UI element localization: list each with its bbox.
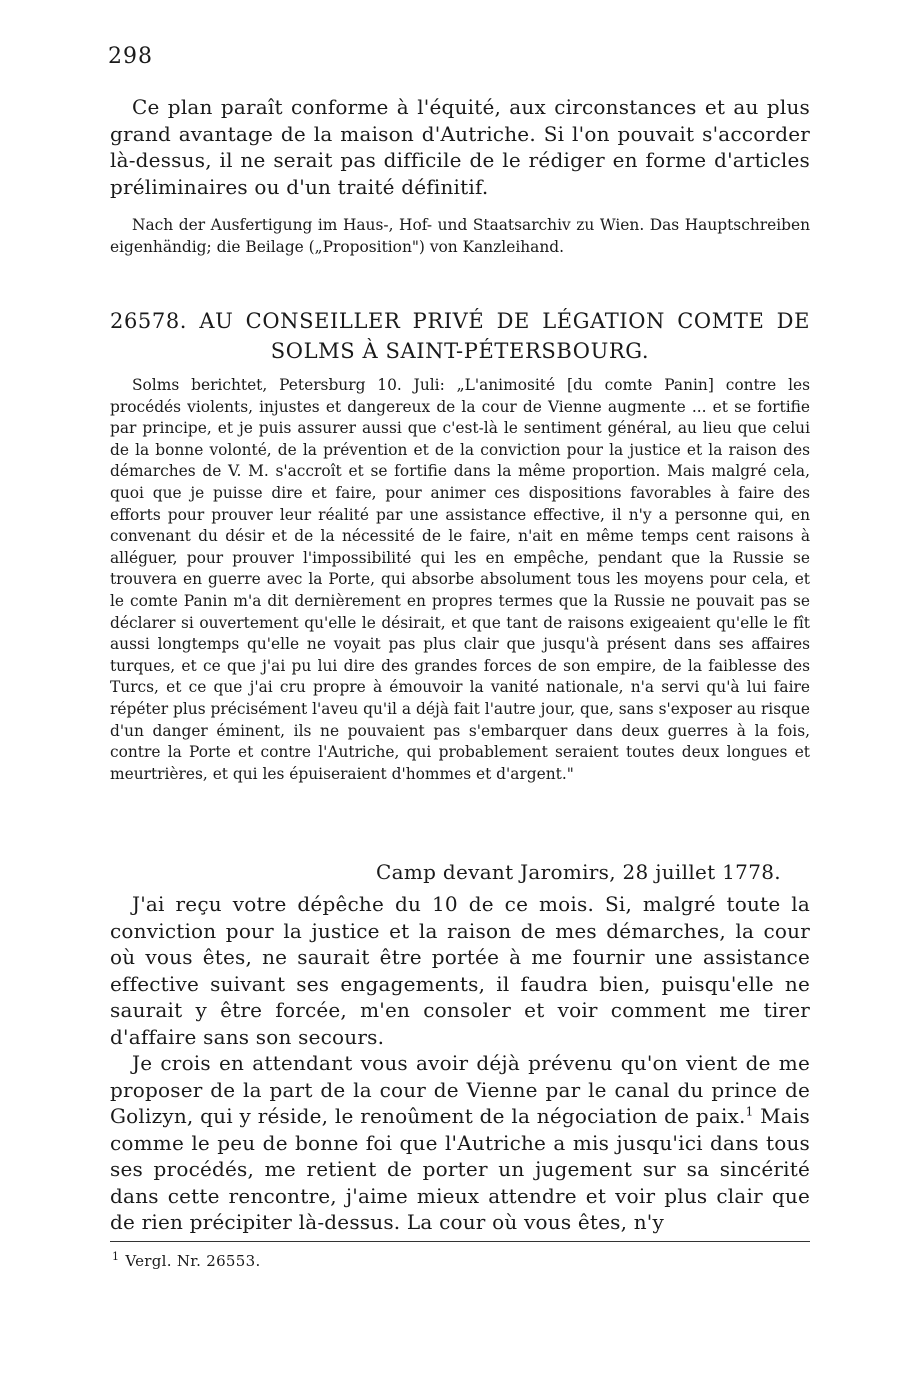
- letter-body: [110, 891, 810, 1236]
- archive-note-block: [110, 215, 810, 258]
- letter-title-line-1: 26578. AU CONSEILLER PRIVÉ DE LÉGATION COMTE DE: [110, 309, 810, 333]
- footnote-marker: 1: [112, 1250, 120, 1263]
- summary-block: [110, 375, 810, 785]
- opening-paragraph: Ce plan paraît conforme à l'équité, aux circonstances et au plus grand avantage de la maison d'Autriche. Si l'on pouvait s'accorder là-dessus, il ne serait pas difficile de le rédiger en forme d'articles préliminaires ou d'un traité définitif.: [110, 95, 810, 199]
- body-paragraph-2-part-2: Mais comme le peu de bonne foi que l'Autriche a mis jusqu'ici dans tous ses procédés, me retient de porter un jugement sur sa sincérité dans cette rencontre, j'aime mieux attendre et voir plus clair que de rien précipiter là-dessus. La cour où vous êtes, n'y: [110, 1104, 810, 1234]
- page-number: 298: [108, 44, 153, 69]
- footnote-reference: 1: [745, 1104, 754, 1119]
- letter-title-line-2: SOLMS À SAINT-PÉTERSBOURG.: [270, 339, 650, 363]
- letter-title: [110, 306, 810, 366]
- opening-paragraph-block: [110, 94, 810, 200]
- footnote-text: Vergl. Nr. 26553.: [125, 1252, 261, 1270]
- body-paragraph-2-part-1: Je crois en attendant vous avoir déjà prévenu qu'on vient de me proposer de la part de la cour de Vienne par le canal du prince de Golizyn, qui y réside, le renoûment de la négociation de paix.: [110, 1051, 810, 1128]
- footnote: [112, 1250, 261, 1270]
- dateline: Camp devant Jaromirs, 28 juillet 1778.: [376, 860, 781, 884]
- summary-paragraph: Solms berichtet, Petersburg 10. Juli: „L'animosité [du comte Panin] contre les procédés violents, injustes et dangereux de la cour de Vienne augmente ... et se fortifie par principe, et je puis assurer aussi que c'est-là le sentiment général, au lieu que celui de la bonne volonté, de la prévention et de la conviction pour la justice et la raison des démarches de V. M. s'accroît et se fortifie dans la même proportion. Mais malgré cela, quoi que je puisse dire et faire, pour animer ces dispositions favorables à faire des efforts pour prouver leur réalité par une assistance effective, il n'y a personne qui, en convenant du désir et de la nécessité de le faire, n'ait en même temps cent raisons à alléguer, pour prouver l'impossibilité qui les en empêche, pendant que la Russie se trouvera en guerre avec la Porte, qui absorbe absolument tous les moyens pour cela, et le comte Panin m'a dit dernièrement en propres termes que la Russie ne pouvait pas se déclarer si ouvertement qu'elle le désirait, et que tant de raisons exigeaient qu'elle le fît aussi longtemps qu'elle ne voyait pas plus clair que jusqu'à présent dans ses affaires turques, et ce que j'ai pu lui dire des grandes forces de son empire, de la faiblesse des Turcs, et ce que j'ai cru propre à émouvoir la vanité nationale, n'a servi qu'à lui faire répéter plus précisément l'aveu qu'il a déjà fait l'autre jour, que, sans s'exposer au risque d'un danger éminent, ils ne pouvaient pas s'embarquer dans deux guerres à la fois, contre la Porte et contre l'Autriche, qui probablement seraient toutes deux longues et meurtrières, et qui les épuiseraient d'hommes et d'argent.": [110, 376, 810, 783]
- archive-note: Nach der Ausfertigung im Haus-, Hof- und Staatsarchiv zu Wien. Das Hauptschreiben eigenhändig; die Beilage („Proposition") von Kanzleihand.: [110, 216, 810, 256]
- body-paragraph-1: J'ai reçu votre dépêche du 10 de ce mois. Si, malgré toute la conviction pour la justice et la raison de mes démarches, la cour où vous êtes, ne saurait être portée à me fournir une assistance effective suivant ses engagements, il faudra bien, puisqu'elle ne saurait y être forcée, m'en consoler et voir comment me tirer d'affaire sans son secours.: [110, 892, 810, 1049]
- footnote-divider: [110, 1241, 810, 1242]
- body-paragraph-2: [110, 1050, 810, 1236]
